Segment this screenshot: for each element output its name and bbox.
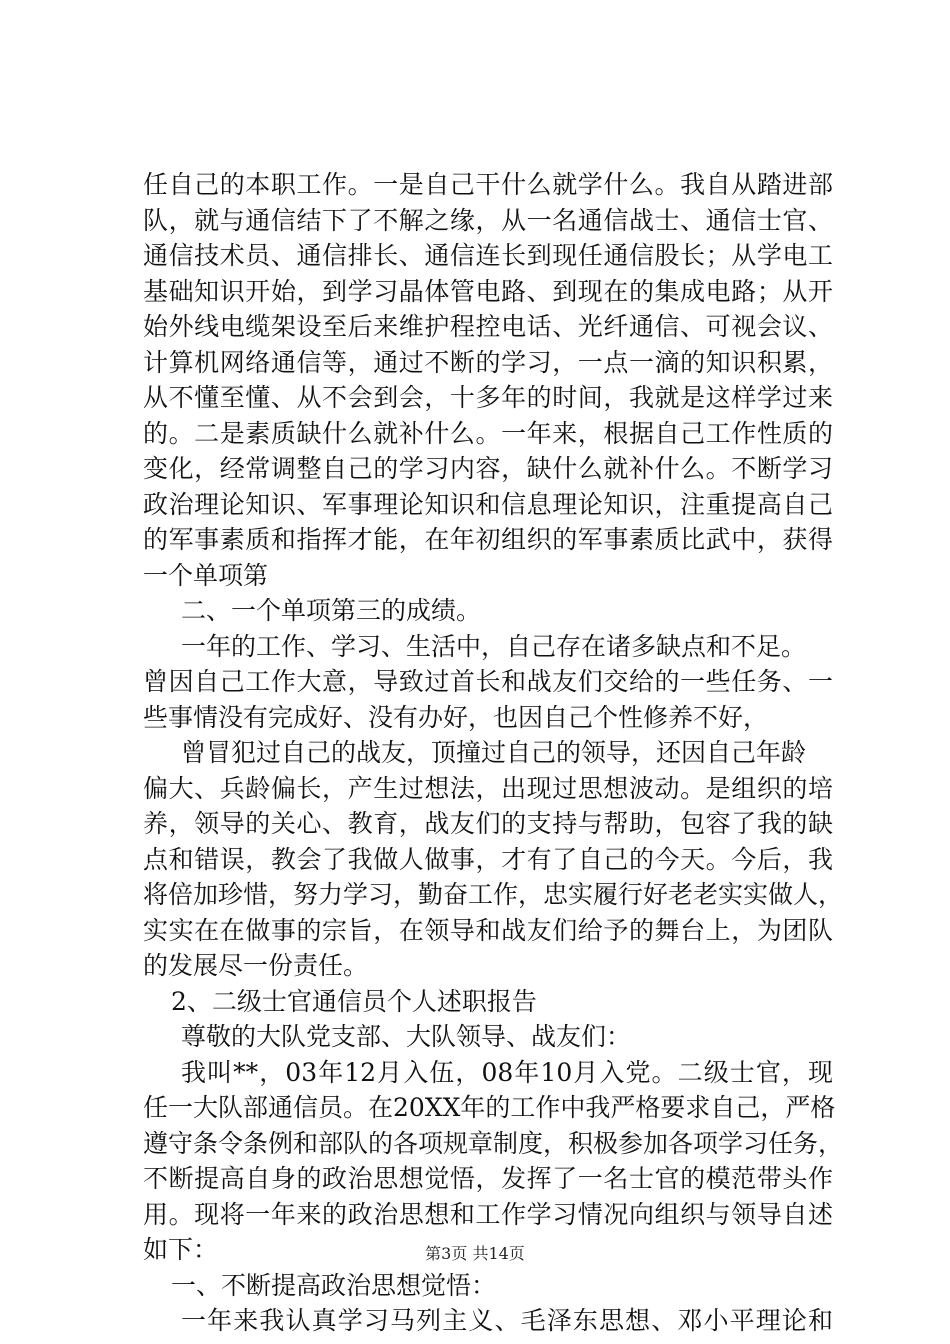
text-line: 曾因自己工作大意，导致过首长和战友们交给的一些任务、一 bbox=[143, 667, 833, 696]
text-line: 将倍加珍惜，努力学习，勤奋工作，忠实履行好老老实实做人， bbox=[143, 880, 844, 909]
text-line: 偏大、兵龄偏长，产生过想法，出现过思想波动。是组织的培 bbox=[143, 773, 833, 803]
document-body bbox=[143, 167, 844, 1339]
text-line: 如下： bbox=[143, 1235, 219, 1264]
text-line: 一个单项第 bbox=[143, 560, 269, 590]
text-line: 一年来我认真学习马列主义、毛泽东思想、邓小平理论和 bbox=[181, 1306, 833, 1335]
text-line: 计算机网络通信等，通过不断的学习，一点一滴的知识积累， bbox=[143, 347, 833, 377]
text-line: 养，领导的关心、教育，战友们的支持与帮助，包容了我的缺 bbox=[143, 809, 833, 838]
text-line: 变化，经常调整自己的学习内容，缺什么就补什么。不断学习 bbox=[143, 454, 833, 483]
text-line: 实实在在做事的宗旨，在领导和战友们给予的舞台上，为团队 bbox=[143, 915, 833, 945]
text-line: 曾冒犯过自己的战友，顶撞过自己的领导，还因自己年龄 bbox=[181, 738, 807, 767]
text-line: 的发展尽一份责任。 bbox=[143, 951, 369, 980]
page-number-label: 第3页 共14页 bbox=[425, 1244, 525, 1263]
text-line: 基础知识开始，到学习晶体管电路、到现在的集成电路；从开 bbox=[143, 276, 833, 306]
section-heading: 2、二级士官通信员个人述职报告 bbox=[171, 986, 537, 1016]
text-line: 政治理论知识、军事理论知识和信息理论知识，注重提高自己 bbox=[143, 489, 833, 519]
text-line: 不断提高自身的政治思想觉悟，发挥了一名士官的模范带头作 bbox=[143, 1164, 833, 1193]
text-line: 队，就与通信结下了不解之缘，从一名通信战士、通信士官、 bbox=[143, 205, 833, 235]
text-line: 用。现将一年来的政治思想和工作学习情况向组织与领导自述 bbox=[143, 1199, 833, 1229]
text-line: 任一大队部通信员。在20XX年的工作中我严格要求自己，严格 bbox=[143, 1093, 836, 1122]
salutation-line: 尊敬的大队党支部、大队领导、战友们： bbox=[181, 1022, 632, 1051]
subsection-heading: 一、不断提高政治思想觉悟： bbox=[171, 1270, 497, 1300]
text-line: 始外线电缆架设至后来维护程控电话、光纤通信、可视会议、 bbox=[143, 312, 833, 341]
text-line: 遵守条令条例和部队的各项规章制度，积极参加各项学习任务， bbox=[143, 1128, 844, 1158]
text-line: 些事情没有完成好、没有办好，也因自己个性修养不好， bbox=[143, 702, 769, 732]
text-line: 我叫**，03年12月入伍，08年10月入党。二级士官，现 bbox=[181, 1057, 833, 1087]
text-line: 二、一个单项第三的成绩。 bbox=[181, 596, 482, 625]
text-line: 任自己的本职工作。一是自己干什么就学什么。我自从踏进部 bbox=[143, 170, 833, 199]
text-line: 的。二是素质缺什么就补什么。一年来，根据自己工作性质的 bbox=[143, 418, 833, 448]
text-line: 从不懂至懂、从不会到会，十多年的时间，我就是这样学过来 bbox=[143, 383, 833, 412]
text-line: 通信技术员、通信排长、通信连长到现任通信股长；从学电工 bbox=[143, 241, 833, 270]
text-line: 点和错误，教会了我做人做事，才有了自己的今天。今后，我 bbox=[143, 844, 833, 874]
text-line: 一年的工作、学习、生活中，自己存在诸多缺点和不足。 bbox=[181, 631, 807, 661]
page-footer bbox=[0, 1244, 950, 1264]
text-line: 的军事素质和指挥才能，在年初组织的军事素质比武中，获得 bbox=[143, 525, 833, 554]
